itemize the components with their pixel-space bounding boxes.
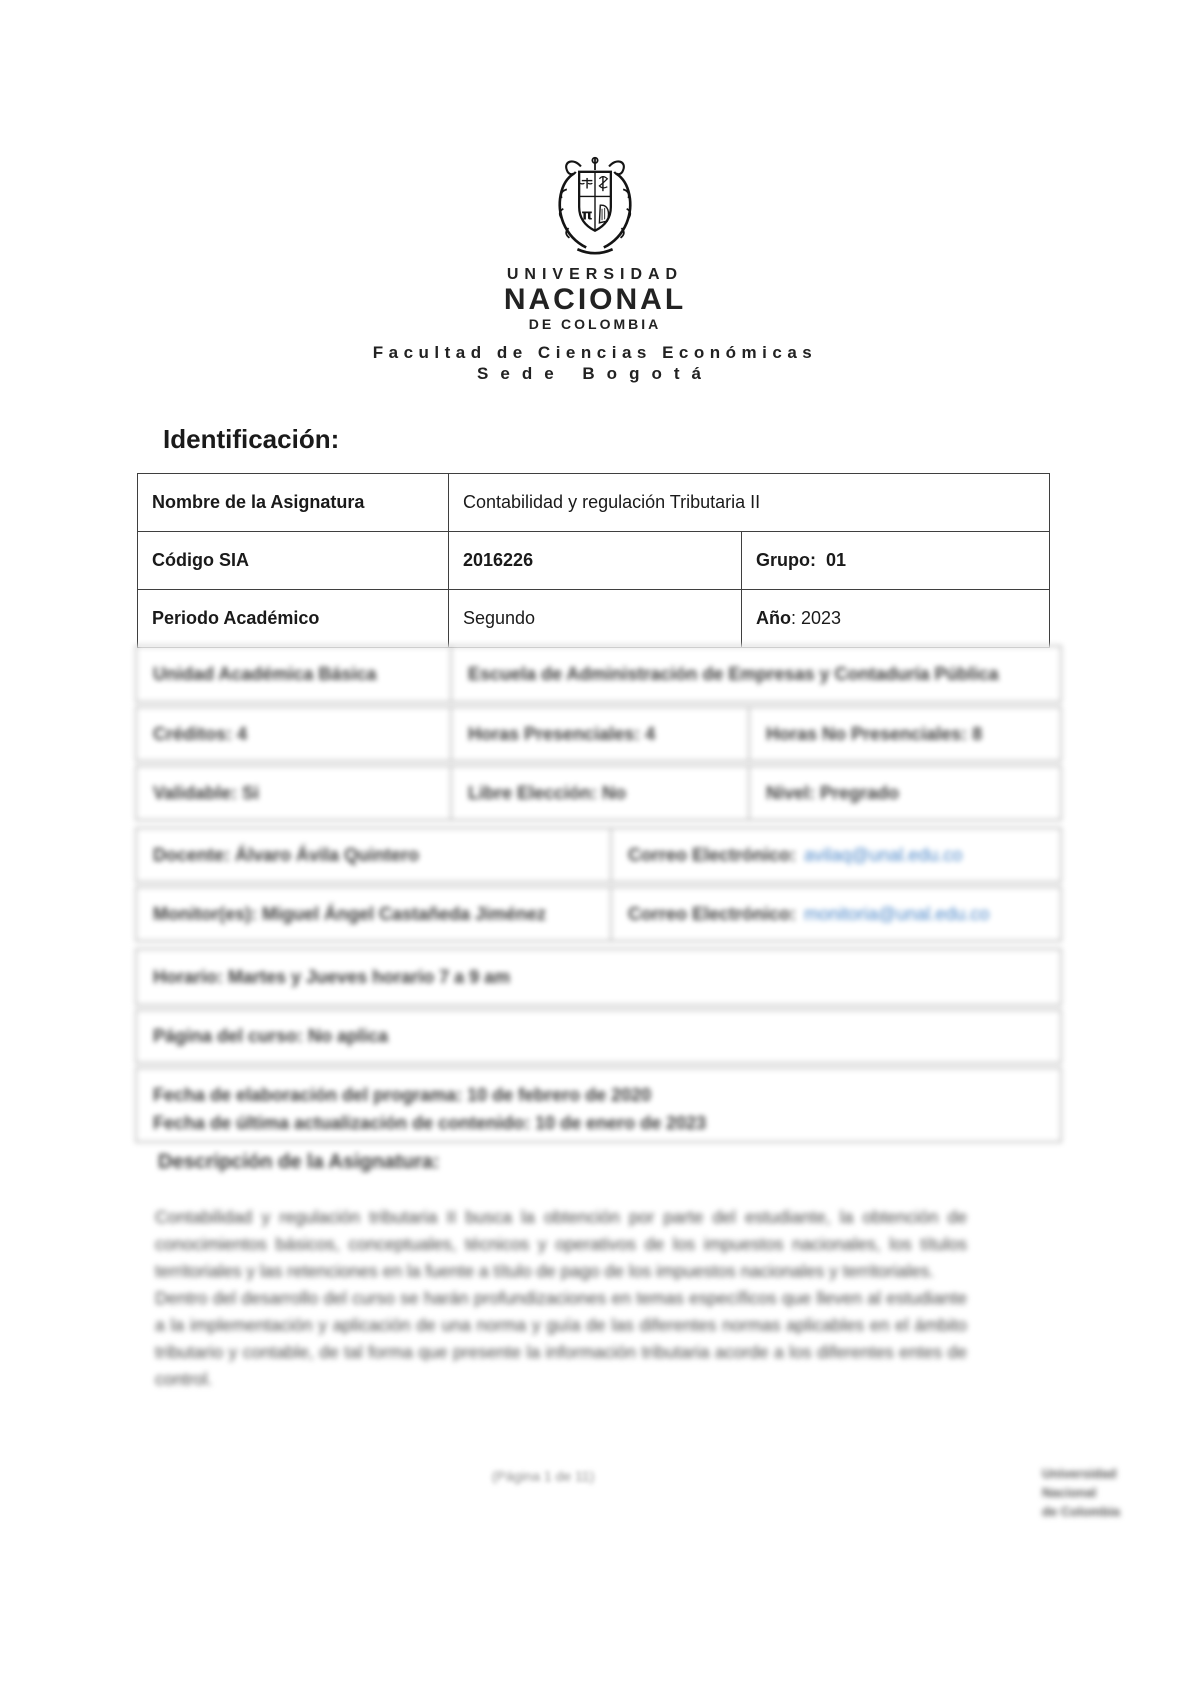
docente-email-link[interactable]: avilaq@unal.edu.co: [804, 844, 963, 865]
row-value: 2016226: [449, 532, 742, 590]
section-title-identificacion: Identificación:: [163, 424, 340, 454]
brand-line: Universidad: [1042, 1466, 1117, 1481]
row-value: Segundo: [449, 590, 742, 648]
description-text: [155, 1204, 967, 1393]
table-row: [138, 532, 1050, 590]
brand-line: Nacional: [1042, 1485, 1097, 1500]
monitor-email-link[interactable]: monitoria@unal.edu.co: [804, 903, 990, 924]
row-cell: Validable: Si: [153, 782, 260, 803]
row-label: Código SIA: [138, 532, 449, 590]
fechas-cell: [137, 1069, 1060, 1137]
row-cell: Libre Elección: No: [450, 767, 748, 819]
redacted-details-section: [135, 645, 1062, 1143]
description-paragraph: Contabilidad y regulación tributaria II busca la obtención por parte del estudiante, la obtención de conocimientos básicos, conceptuales, técnicos y operativos de los impuestos nacionales, los títulos territoriales y las retenciones en la fuente a título de pago de los impuestos nacionales y territoriales.: [155, 1207, 967, 1281]
row-value: Contabilidad y regulación Tributaria II: [449, 474, 1050, 532]
monitor-name: Monitor(es): Miguel Ángel Castañeda Jiménez: [153, 903, 547, 924]
footer-university-brand: [1042, 1464, 1157, 1521]
table-row-creditos: [135, 706, 1062, 762]
row-cell: Nivel: Pregrado: [748, 767, 1060, 819]
row-cell: Horas No Presenciales: 8: [748, 708, 1060, 760]
table-row-unidad: [135, 645, 1062, 703]
identification-table: [137, 473, 1050, 648]
email-label: Correo Electrónico:: [628, 903, 797, 924]
pagina-curso-value: Página del curso: No aplica: [153, 1026, 389, 1046]
docente-email-cell: [610, 829, 1060, 881]
brand-line: de Colombia: [1042, 1504, 1121, 1519]
university-crest-icon: [551, 154, 639, 260]
fecha-elaboracion: Fecha de elaboración del programa: 10 de febrero de 2020: [153, 1085, 652, 1105]
university-wordmark-line3: DE COLOMBIA: [528, 316, 662, 332]
table-row: [138, 474, 1050, 532]
description-paragraph: Dentro del desarrollo del curso se harán profundizaciones en temas específicos que lleven al estudiante a la implementación y aplicación de una norma y guía de las diferentes normas aplicables en el ámbito tributario y contable, de tal forma que presente la información tributaria acorde a los diferentes entes de control.: [155, 1288, 967, 1389]
campus-title: Sede Bogotá: [477, 364, 713, 383]
docente-name: Docente: Álvaro Ávila Quintero: [153, 844, 420, 865]
email-label: Correo Electrónico:: [628, 844, 797, 865]
svg-text:π: π: [581, 207, 593, 224]
table-row: [138, 590, 1050, 648]
row-extra: Grupo: 01: [742, 532, 1050, 590]
table-row-pagina-curso: [135, 1009, 1062, 1064]
year-value: : 2023: [791, 608, 842, 628]
university-wordmark-line1: UNIVERSIDAD: [506, 266, 684, 283]
monitor-email-cell: [610, 888, 1060, 940]
table-row-docente: [135, 827, 1062, 883]
year-label: Año: [756, 608, 791, 628]
horario-value: Horario: Martes y Jueves horario 7 a 9 am: [153, 966, 511, 987]
row-cell: Créditos: 4: [153, 723, 248, 744]
table-row-horario: [135, 948, 1062, 1006]
row-label: Unidad Académica Básica: [153, 663, 377, 684]
table-row-fechas: [135, 1067, 1062, 1143]
page-number-indicator: (Página 1 de 11): [491, 1468, 595, 1484]
university-wordmark-line2: NACIONAL: [503, 283, 687, 316]
row-label: Periodo Académico: [138, 590, 449, 648]
table-row-validable: [135, 765, 1062, 821]
section-title-descripcion: Descripción de la Asignatura:: [158, 1151, 440, 1173]
row-extra: [742, 590, 1050, 648]
row-value: Escuela de Administración de Empresas y Contaduría Pública: [450, 647, 1060, 701]
table-row-monitor: [135, 886, 1062, 942]
fecha-actualizacion: Fecha de última actualización de contenido: 10 de enero de 2023: [153, 1113, 707, 1133]
row-label: Nombre de la Asignatura: [138, 474, 449, 532]
faculty-title: Facultad de Ciencias Económicas: [372, 343, 818, 362]
row-cell: Horas Presenciales: 4: [450, 708, 748, 760]
